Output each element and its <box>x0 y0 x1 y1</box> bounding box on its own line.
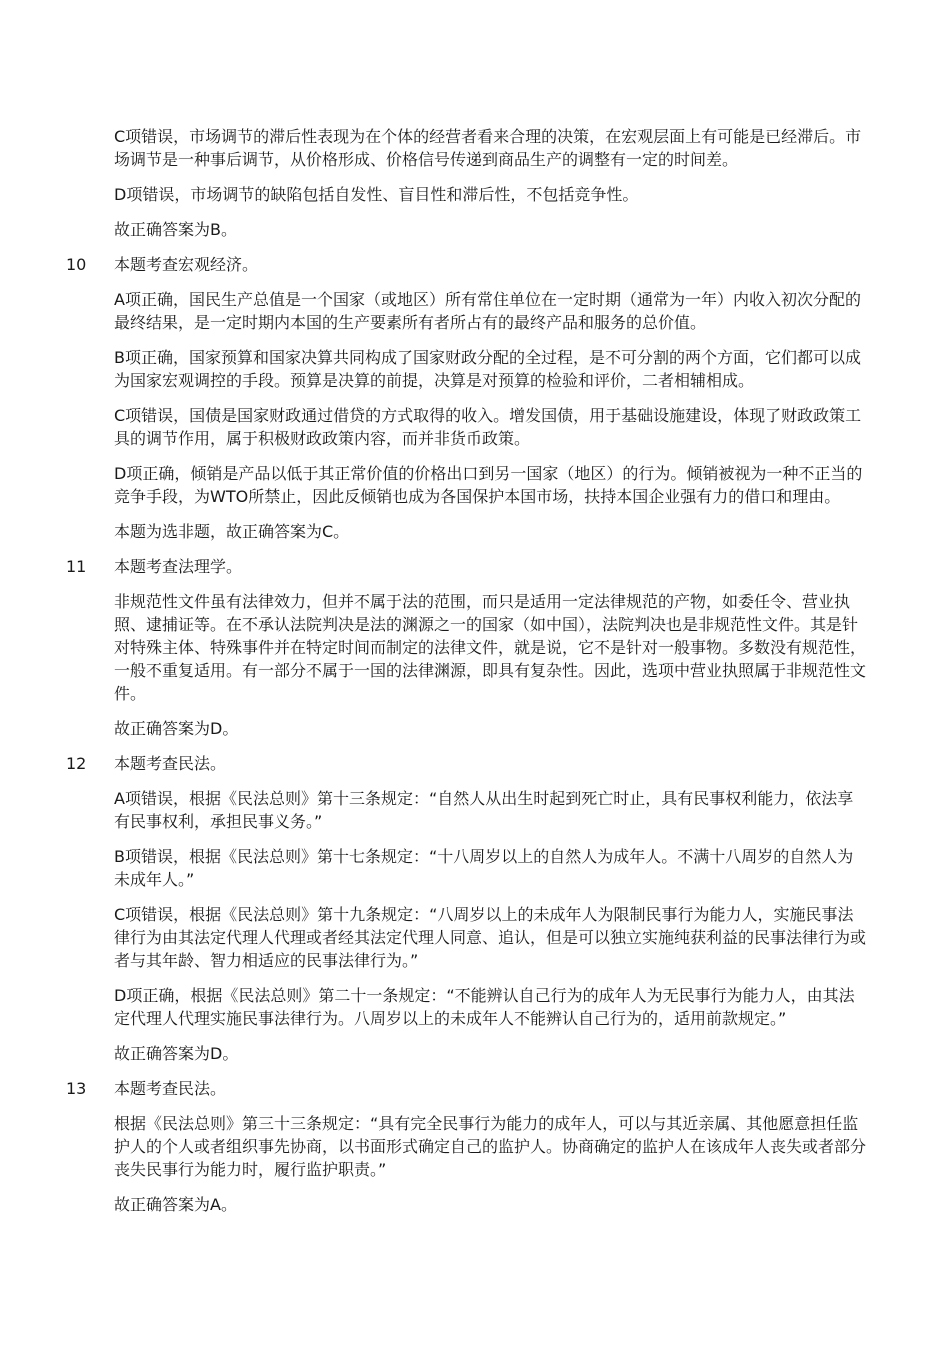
paragraph: B项错误，根据《民法总则》第十七条规定：“十八周岁以上的自然人为成年人。不满十八周岁的自然人为未成年人。” <box>114 847 854 889</box>
question-number: 12 <box>66 754 87 773</box>
question-topic: 本题考查法理学。 <box>114 557 243 576</box>
paragraph: D项正确，倾销是产品以低于其正常价值的价格出口到另一国家（地区）的行为。倾销被视为一种不正当的竞争手段，为WTO所禁止，因此反倾销也成为各国保护本国市场，扶持本国企业强有力的借口和理由。 <box>114 464 863 506</box>
paragraph: B项正确，国家预算和国家决算共同构成了国家财政分配的全过程，是不可分割的两个方面，它们都可以成为国家宏观调控的手段。预算是决算的前提，决算是对预算的检验和评价，二者相辅相成。 <box>114 348 861 390</box>
question-topic: 本题考查民法。 <box>114 1079 227 1098</box>
answer-line: 故正确答案为D。 <box>114 1044 239 1063</box>
paragraph: A项正确，国民生产总值是一个国家（或地区）所有常住单位在一定时期（通常为一年）内收入初次分配的最终结果，是一定时期内本国的生产要素所有者所占有的最终产品和服务的总价值。 <box>114 290 861 332</box>
paragraph: D项正确，根据《民法总则》第二十一条规定：“不能辨认自己行为的成年人为无民事行为能力人，由其法定代理人代理实施民事法律行为。八周岁以上的未成年人不能辨认自己行为的，适用前款规定。” <box>114 986 855 1028</box>
question-topic: 本题考查宏观经济。 <box>114 255 259 274</box>
question-header <box>0 555 950 578</box>
question-block-10 <box>0 253 950 543</box>
paragraph: 非规范性文件虽有法律效力，但并不属于法的范围，而只是适用一定法律规范的产物，如委任令、营业执照、逮捕证等。在不承认法院判决是法的渊源之一的国家（如中国），法院判决也是非规范性文件。其是针对特殊主体、特殊事件并在特定时间而制定的法律文件，就是说，它不是针对一般事物。多数没有规范性，一般不重复适用。有一部分不属于一国的法律渊源，即具有复杂性。因此，选项中营业执照属于非规范性文件。 <box>114 592 867 703</box>
question-block-continued <box>0 125 950 241</box>
question-header <box>0 253 950 276</box>
paragraph: 根据《民法总则》第三十三条规定：“具有完全民事行为能力的成年人，可以与其近亲属、其他愿意担任监护人的个人或者组织事先协商，以书面形式确定自己的监护人。协商确定的监护人在该成年人丧失或者部分丧失民事行为能力时，履行监护职责。” <box>114 1114 867 1179</box>
question-number: 13 <box>66 1079 87 1098</box>
document-page <box>0 125 950 1228</box>
question-block-13 <box>0 1077 950 1216</box>
paragraph: A项错误，根据《民法总则》第十三条规定：“自然人从出生时起到死亡时止，具有民事权利能力，依法享有民事权利，承担民事义务。” <box>114 789 854 831</box>
question-header <box>0 752 950 775</box>
paragraph: C项错误，根据《民法总则》第十九条规定：“八周岁以上的未成年人为限制民事行为能力人，实施民事法律行为由其法定代理人代理或者经其法定代理人同意、追认，但是可以独立实施纯获利益的民事法律行为或者与其年龄、智力相适应的民事法律行为。” <box>114 905 867 970</box>
question-topic: 本题考查民法。 <box>114 754 227 773</box>
answer-line: 本题为选非题，故正确答案为C。 <box>114 522 350 541</box>
question-header <box>0 1077 950 1100</box>
answer-line: 故正确答案为B。 <box>114 220 237 239</box>
paragraph: D项错误，市场调节的缺陷包括自发性、盲目性和滞后性，不包括竞争性。 <box>114 185 639 204</box>
question-number: 11 <box>66 557 87 576</box>
paragraph: C项错误，市场调节的滞后性表现为在个体的经营者看来合理的决策，在宏观层面上有可能是已经滞后。市场调节是一种事后调节，从价格形成、价格信号传递到商品生产的调整有一定的时间差。 <box>114 127 862 169</box>
question-block-11 <box>0 555 950 740</box>
paragraph: C项错误，国债是国家财政通过借贷的方式取得的收入。增发国债，用于基础设施建设，体现了财政政策工具的调节作用，属于积极财政政策内容，而并非货币政策。 <box>114 406 862 448</box>
answer-line: 故正确答案为D。 <box>114 719 239 738</box>
answer-line: 故正确答案为A。 <box>114 1195 237 1214</box>
question-number: 10 <box>66 255 87 274</box>
question-block-12 <box>0 752 950 1065</box>
